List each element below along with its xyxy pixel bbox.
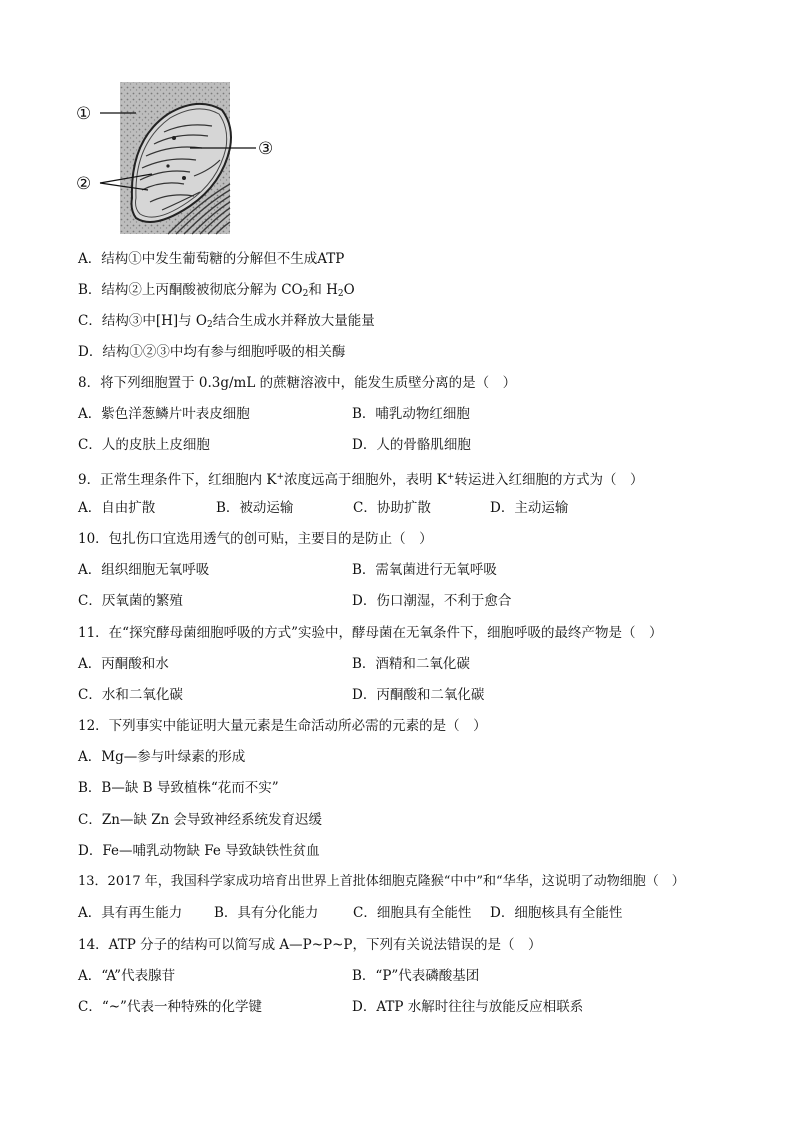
q10-option-b: B．需氧菌进行无氧呼吸 bbox=[352, 562, 497, 578]
q7-option-b-text: B．结构②上丙酮酸被彻底分解为 CO bbox=[78, 282, 303, 298]
q7-option-b-post: O bbox=[343, 282, 355, 298]
q13-option-a: A．具有再生能力 bbox=[78, 905, 183, 921]
q11-option-c: C．水和二氧化碳 bbox=[78, 687, 183, 703]
q8-option-d: D．人的骨骼肌细胞 bbox=[352, 437, 471, 453]
q9-option-a: A．自由扩散 bbox=[78, 500, 156, 516]
q10-stem: 10．包扎伤口宜选用透气的创可贴，主要目的是防止（ ） bbox=[78, 531, 433, 547]
q12-option-a: A．Mg—参与叶绿素的形成 bbox=[78, 749, 246, 765]
q7-option-c-text: C．结构③中[H]与 O bbox=[78, 313, 207, 329]
mitochondrion-micrograph-figure bbox=[72, 80, 282, 236]
q11-stem: 11．在“探究酵母菌细胞呼吸的方式”实验中，酵母菌在无氧条件下，细胞呼吸的最终产物是（ ） bbox=[78, 625, 663, 641]
q10-option-d: D．伤口潮湿，不利于愈合 bbox=[352, 593, 512, 609]
q8-stem: 8．将下列细胞置于 0.3g/mL 的蔗糖溶液中，能发生质壁分离的是（ ） bbox=[78, 375, 517, 391]
q9-stem-text: 9．正常生理条件下，红细胞内 K bbox=[78, 472, 277, 488]
q7-option-c-sub: 2 bbox=[207, 320, 213, 330]
q9-option-d: D．主动运输 bbox=[490, 500, 569, 516]
q7-option-b-mid: 和 H bbox=[308, 282, 338, 298]
q14-option-a: A．“A”代表腺苷 bbox=[78, 968, 176, 984]
q14-option-d: D．ATP 水解时往往与放能反应相联系 bbox=[352, 999, 584, 1015]
q12-option-d: D．Fe—哺乳动物缺 Fe 导致缺铁性贫血 bbox=[78, 843, 320, 859]
q8-option-a: A．紫色洋葱鳞片叶表皮细胞 bbox=[78, 406, 250, 422]
label-structure-2: ② bbox=[76, 174, 92, 194]
q7-option-b bbox=[78, 281, 355, 303]
q9-stem bbox=[78, 468, 643, 489]
q7-option-b-sub2: 2 bbox=[337, 289, 344, 299]
q12-stem: 12．下列事实中能证明大量元素是生命活动所必需的元素的是（ ） bbox=[78, 718, 487, 734]
mitochondrion-micrograph bbox=[72, 80, 282, 236]
q8-option-c: C．人的皮肤上皮细胞 bbox=[78, 437, 210, 453]
q11-option-b: B．酒精和二氧化碳 bbox=[352, 656, 470, 672]
q9-stem-sup1: + bbox=[276, 472, 285, 482]
q12-option-b: B．B—缺 B 导致植株“花而不实” bbox=[78, 780, 279, 796]
q7-option-c-post: 结合生成水并释放大量能量 bbox=[212, 313, 375, 329]
q8-option-b: B．哺乳动物红细胞 bbox=[352, 406, 470, 422]
q14-stem: 14．ATP 分子的结构可以简写成 A—P~P~P，下列有关说法错误的是（ ） bbox=[78, 937, 542, 953]
q13-stem: 13．2017 年，我国科学家成功培育出世界上首批体细胞克隆猴“中中”和“华华，这说明了动物细胞（ ） bbox=[78, 874, 685, 889]
q7-option-d: D．结构①②③中均有参与细胞呼吸的相关酶 bbox=[78, 344, 346, 360]
label-structure-1: ① bbox=[76, 104, 92, 124]
q9-stem-mid: 浓度远高于细胞外，表明 K bbox=[284, 472, 447, 488]
q9-stem-post: 转运进入红细胞的方式为（ ） bbox=[454, 472, 644, 488]
q10-option-c: C．厌氧菌的繁殖 bbox=[78, 593, 183, 609]
q13-option-d: D．细胞核具有全能性 bbox=[490, 905, 623, 921]
q12-option-c: C．Zn—缺 Zn 会导致神经系统发育迟缓 bbox=[78, 812, 323, 828]
q13-option-b: B．具有分化能力 bbox=[214, 905, 319, 921]
q13-option-c: C．细胞具有全能性 bbox=[353, 905, 472, 921]
q14-option-c: C．“~”代表一种特殊的化学键 bbox=[78, 999, 262, 1015]
q11-option-a: A．丙酮酸和水 bbox=[78, 656, 169, 672]
q11-option-d: D．丙酮酸和二氧化碳 bbox=[352, 687, 485, 703]
q9-stem-sup2: + bbox=[446, 472, 455, 482]
q9-option-b: B．被动运输 bbox=[216, 500, 294, 516]
q7-option-b-sub1: 2 bbox=[302, 289, 309, 299]
q7-option-c bbox=[78, 312, 375, 334]
label-structure-3: ③ bbox=[258, 139, 274, 159]
q9-option-c: C．协助扩散 bbox=[353, 500, 431, 516]
q7-option-a: A．结构①中发生葡萄糖的分解但不生成ATP bbox=[78, 251, 345, 267]
q10-option-a: A．组织细胞无氧呼吸 bbox=[78, 562, 210, 578]
q14-option-b: B．“P”代表磷酸基团 bbox=[352, 968, 480, 984]
